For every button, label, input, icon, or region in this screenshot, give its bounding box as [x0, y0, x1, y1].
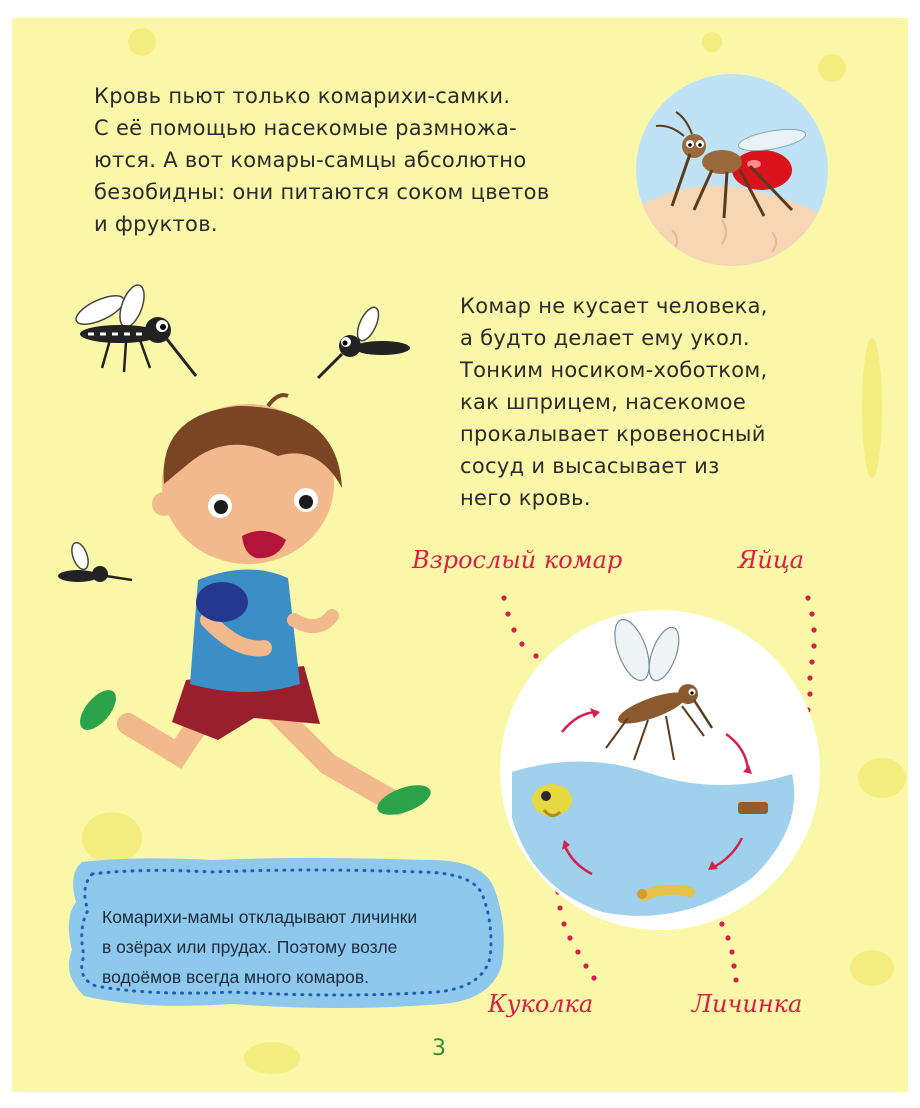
label-pupa: Куколка: [488, 990, 594, 1018]
bite-line: сосуд и высасывает из: [460, 454, 720, 478]
tip-line: водоёмов всегда много комаров.: [102, 967, 370, 987]
bite-paragraph: [460, 290, 768, 514]
label-adult-mosquito: Взрослый комар: [412, 546, 623, 574]
label-larva: Личинка: [692, 990, 803, 1018]
intro-paragraph: [94, 80, 550, 240]
bite-line: Тонким носиком-хоботком,: [460, 358, 768, 382]
bite-line: него кровь.: [460, 486, 591, 510]
boy-illustration: [68, 384, 448, 844]
intro-line: и фруктов.: [94, 212, 218, 236]
bite-line: прокалывает кровеносный: [460, 422, 766, 446]
intro-line: С её помощью насекомые размножа-: [94, 116, 517, 140]
intro-line: ются. А вот комары-самцы абсолютно: [94, 148, 527, 172]
bite-line: Комар не кусает человека,: [460, 294, 768, 318]
mosquito-icon: [70, 280, 210, 380]
tip-bubble: [62, 854, 508, 1010]
tip-line: в озёрах или прудах. Поэтому возле: [102, 937, 398, 957]
book-page: [12, 18, 908, 1092]
page-number: 3: [432, 1036, 446, 1061]
bite-line: а будто делает ему укол.: [460, 326, 750, 350]
tip-line: Комарихи-мамы откладывают личинки: [102, 907, 418, 927]
bite-line: как шприцем, насекомое: [460, 390, 747, 414]
intro-line: Кровь пьют только комарихи-самки.: [94, 84, 511, 108]
label-eggs: Яйца: [738, 546, 804, 574]
tip-text: [102, 902, 417, 992]
mosquito-biting-illustration: [632, 70, 832, 270]
intro-line: безобидны: они питаются соком цветов: [94, 180, 550, 204]
lifecycle-diagram: [452, 578, 852, 998]
mosquito-icon: [312, 304, 412, 384]
